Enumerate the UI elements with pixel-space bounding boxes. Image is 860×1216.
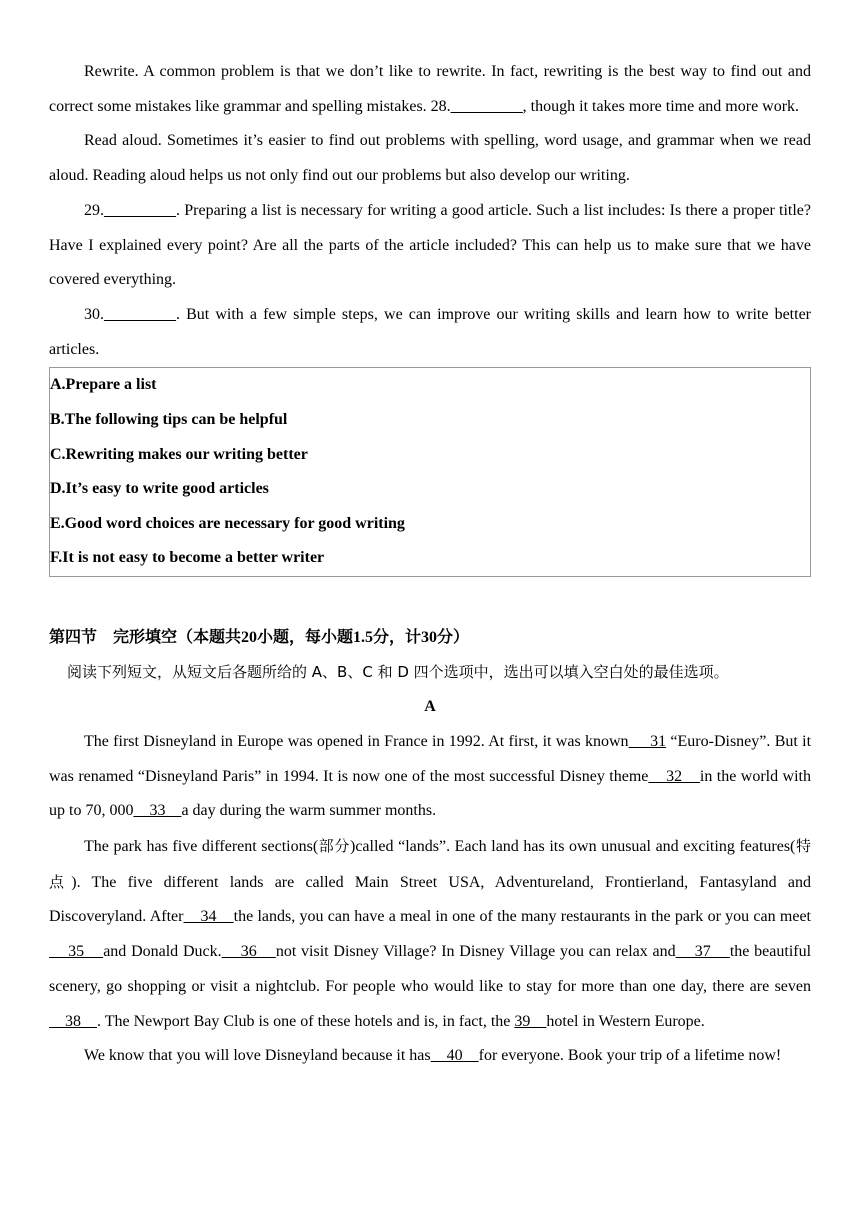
heading-number: 20: [241, 628, 258, 646]
blank-33: 33: [133, 802, 182, 820]
blank-34: 34: [183, 908, 234, 926]
option-c: C.Rewriting makes our writing better: [50, 445, 308, 463]
heading-part: 小题，每小题: [257, 626, 354, 646]
text: The park has five different sections(: [84, 838, 319, 855]
text: the beautiful scenery, go shopping or visit a nightclub. For people who would like to stay for more than one day, there are seven: [49, 943, 812, 995]
text: hotel in Western Europe.: [546, 1012, 705, 1030]
passage-label: A: [424, 697, 436, 715]
blank-35: 35: [49, 943, 104, 961]
text: not visit Disney Village? In Disney Village you can relax and: [275, 943, 676, 961]
text: The first Disneyland in Europe was opened in France in 1992. At first, it was known: [84, 732, 629, 750]
heading-part: 分）: [437, 626, 470, 646]
question-number: 30.: [84, 305, 104, 323]
blank-39: 39: [514, 1012, 547, 1030]
heading-number: 1.5: [353, 628, 374, 646]
text: We know that you will love Disneyland because it has: [84, 1047, 431, 1065]
text: ). The five different lands are called Main Street USA, Adventureland, Frontierland, Fantasyland and Discoveryland. After: [49, 873, 811, 926]
blank-38: 38: [49, 1012, 97, 1030]
blank-37: 37: [675, 943, 730, 961]
text: )called “lands”. Each land has its own unusual and exciting features(: [349, 838, 796, 855]
option-a: A.Prepare a list: [50, 376, 157, 394]
text: . But with a few simple steps, we can improve our writing skills and learn how to write better articles.: [49, 305, 811, 358]
blank-31: 31: [628, 732, 667, 750]
text: , though it takes more time and more work.: [522, 97, 800, 115]
paragraph-read-aloud: Read aloud. Sometimes it’s easier to find out problems with spelling, word usage, and grammar when we read aloud. Reading aloud helps us not only find out our problems but also develop our writing.: [49, 132, 811, 185]
text: in the world with up to 70, 000: [49, 767, 811, 820]
option-b: B.The following tips can be helpful: [50, 410, 288, 428]
text: Rewrite. A common problem is that we don’t like to rewrite. In fact, rewriting is the best way to find out and correct some mistakes like grammar and spelling mistakes. 28.: [49, 63, 811, 115]
blank-40: 40: [430, 1047, 479, 1065]
question-number: 29.: [84, 201, 104, 219]
text: for everyone. Book your trip of a lifetime now!: [478, 1047, 782, 1065]
option-f: F.It is not easy to become a better writer: [50, 549, 325, 567]
chinese-gloss: 部分: [318, 837, 350, 855]
text: . The Newport Bay Club is one of these hotels and is, in fact, the: [97, 1012, 515, 1030]
text: a day during the warm summer months.: [181, 802, 437, 820]
blank-29: _________: [104, 201, 176, 219]
paragraph-30: [49, 298, 811, 367]
blank-28: _________: [450, 97, 523, 115]
text: the lands, you can have a meal in one of the many restaurants in the park or you can meet: [233, 908, 811, 926]
paragraph-rewrite: [49, 55, 811, 124]
paragraph-29: [49, 194, 811, 298]
chinese-gloss: 特 点: [49, 837, 811, 891]
document-page: [49, 55, 811, 1074]
text: “Euro-Disney”. But it was renamed “Disneyland Paris” in 1994. It is now one of the most successful Disney theme: [49, 732, 812, 785]
heading-number: 30: [421, 628, 438, 646]
blank-32: 32: [648, 767, 700, 785]
heading-part: 分，计: [373, 626, 422, 646]
cloze-paragraph-3: [49, 1039, 811, 1074]
blank-30: _________: [104, 305, 176, 323]
text: . Preparing a list is necessary for writing a good article. Such a list includes: Is there a proper title? Have I explained every point? Are all the parts of the article included? This can help us to make sure that we have covered everything.: [49, 201, 811, 289]
instructions: 阅读下列短文，从短文后各题所给的 A、B、C 和 D 四个选项中，选出可以填入空白处的最佳选项。: [67, 662, 729, 681]
heading-part: 第四节 完形填空（本题共: [49, 626, 242, 646]
cloze-paragraph-1: [49, 725, 811, 829]
option-d: D.It’s easy to write good articles: [50, 480, 269, 498]
blank-36: 36: [221, 943, 276, 961]
options-box: [49, 367, 811, 577]
text: and Donald Duck.: [103, 943, 222, 961]
option-e: E.Good word choices are necessary for good writing: [50, 514, 405, 532]
section-heading: [49, 620, 811, 655]
cloze-paragraph-2: [49, 829, 811, 1039]
